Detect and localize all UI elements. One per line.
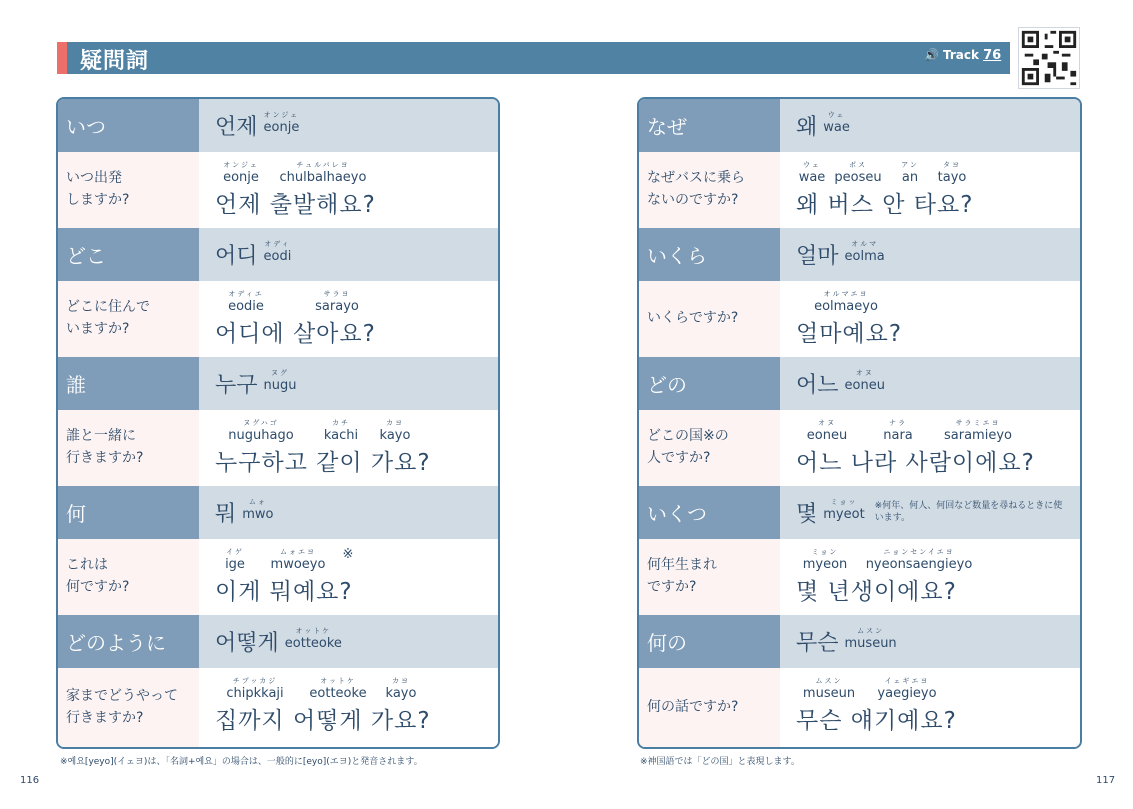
word-kr: 뭐 [215,502,237,527]
sentence-kr-cell [199,410,498,486]
sentence-kr-cell [199,152,498,228]
word-kr: 언제 [215,115,258,140]
ruby: カヨ [386,419,404,427]
ruby: サラミエヨ [955,419,1001,427]
latin: myeon [802,557,848,572]
sentence-jp-line: ないのですか? [647,192,739,208]
rom-group [888,160,932,185]
rom-group [858,418,938,443]
sentence-jp [639,539,780,615]
sentence-kr: 무슨 얘기예요? [796,708,957,734]
word-row [58,228,498,282]
latin: eoneu [806,428,848,443]
word-kr: 어느 [796,373,839,398]
word-kr-cell [780,228,1080,281]
word-jp: 何 [58,486,199,539]
ruby: ミョン [811,548,839,556]
sentence-kr: 왜 버스 안 타요? [796,192,974,218]
romanization [285,626,342,651]
latin: wae [798,170,826,185]
sentence-jp-line: 行きますか? [66,450,144,466]
sentence-row [639,410,1080,488]
ruby: オンジェ [223,161,259,169]
word-kr-cell [199,357,498,410]
left-vocab-table [56,97,500,749]
latin: an [901,170,919,185]
ruby: ウェ [827,111,846,119]
latin: eonje [223,170,259,185]
latin: eodi [263,249,292,264]
ruby: オルマエヨ [823,290,869,298]
latin: mwoeyo [270,557,326,572]
word-jp: なぜ [639,99,780,152]
latin: eoneu [844,378,885,393]
ruby: ニョンセンイエヨ [883,548,955,556]
sentence-row [58,281,498,359]
sentence-jp-line: ですか? [647,579,697,595]
word-kr: 무슨 [796,631,839,656]
word-kr: 얼마 [796,244,839,269]
sentence-jp-line: 何ですか? [66,579,130,595]
word-row [58,99,498,153]
ruby: オヌ [818,419,836,427]
sentence-jp [58,539,199,615]
latin: eotteoke [309,686,367,701]
sentence-jp [639,281,780,357]
word-jp: いつ [58,99,199,152]
ruby: チュルバレヨ [296,161,350,169]
latin: eonje [263,120,300,135]
sentence-kr-cell [780,281,1080,357]
rom-group [938,418,1018,443]
rom-group [796,418,858,443]
ruby: ムスン [815,677,843,685]
speaker-icon: 🔊 [924,48,939,62]
word-kr: 어떻게 [215,631,279,656]
ruby: チプッカジ [232,677,278,685]
ruby: オットケ [320,677,356,685]
sentence-romanization [215,547,355,572]
ruby: ナラ [889,419,907,427]
sentence-jp [58,152,199,228]
sentence-jp-line: 誰と一緒に [66,428,136,445]
rom-group [854,547,984,572]
romanization [823,497,864,522]
sentence-jp-line: しますか? [66,192,130,208]
rom-group [862,676,952,701]
rom-group [215,160,267,185]
ruby: ヌグハゴ [243,419,279,427]
sentence-jp-line: いつ出発 [66,170,122,187]
latin: ※ [342,547,354,562]
sentence-jp-line: どこに住んで [66,299,150,316]
latin: saramieyo [944,428,1012,443]
ruby: ムスン [857,627,885,635]
latin: ige [225,557,245,572]
sentence-row [639,152,1080,230]
sentence-romanization [796,547,984,572]
sentence-romanization [796,418,1018,443]
sentence-kr: 집까지 어떻게 가요? [215,708,431,734]
sentence-kr: 몇 년생이에요? [796,579,957,605]
sentence-jp [58,410,199,486]
rom-group [796,547,854,572]
word-kr-cell [199,486,498,539]
sentence-jp [58,668,199,747]
romanization [264,368,297,393]
sentence-romanization [796,676,952,701]
word-kr: 왜 [796,115,818,140]
word-kr: 누구 [215,373,258,398]
ruby: オンジェ [263,111,300,119]
rom-group [796,676,862,701]
word-jp: どの [639,357,780,410]
romanization [242,497,273,522]
rom-group [215,418,307,443]
sentence-row [58,410,498,488]
sentence-jp-line: いくらですか? [647,310,739,327]
ruby: カチ [332,419,350,427]
page-number-right: 117 [1096,775,1116,786]
sentence-row [639,281,1080,359]
sentence-kr: 얼마예요? [796,321,903,347]
latin: yaegieyo [877,686,937,701]
page-number-left: 116 [20,775,40,786]
latin: kachi [323,428,359,443]
latin: eotteoke [284,636,342,651]
ruby: オヌ [855,369,874,377]
rom-group [295,676,381,701]
latin: museun [844,636,897,651]
word-row [58,486,498,540]
word-kr-cell [780,99,1080,152]
romanization [845,239,885,264]
latin: tayo [937,170,967,185]
latin: mwo [242,507,274,522]
sentence-row [58,668,498,747]
sentence-jp [639,152,780,228]
romanization [845,626,897,651]
word-row [639,357,1080,411]
rom-group [267,160,379,185]
sentence-romanization [215,160,379,185]
sentence-jp-line: 何の話ですか? [647,698,739,715]
sentence-jp-line: 何年生まれ [647,557,717,574]
sentence-kr-cell [199,539,498,615]
ruby: カヨ [392,677,410,685]
rom-group [932,160,972,185]
word-jp: どこ [58,228,199,281]
latin: kayo [385,686,417,701]
page-title: 疑問詞 [80,49,150,74]
word-kr-cell [780,357,1080,410]
rom-group [796,160,828,185]
ruby: ポス [849,161,867,169]
sentence-row [58,539,498,617]
rom-group [215,547,255,572]
sentence-romanization [796,289,896,314]
word-row [639,99,1080,153]
sentence-kr-cell [780,410,1080,486]
word-jp: 何の [639,615,780,668]
rom-group [307,418,375,443]
word-kr-cell [199,228,498,281]
latin: eolma [844,249,885,264]
ruby: オディ [264,240,291,248]
sentence-jp-line: 人ですか? [647,450,711,466]
romanization [264,239,292,264]
ruby: オディエ [228,290,264,298]
sentence-jp-line: これは [66,557,108,574]
sentence-row [639,668,1080,747]
word-row [58,615,498,669]
usage-note: ※何年、何人、何回など数量を尋ねるときに使います。 [874,500,1063,523]
rom-group [341,547,355,572]
word-kr-cell [780,615,1080,668]
latin: peoseu [834,170,882,185]
sentence-romanization [215,676,421,701]
footnote-left: ※예요[yeyo](イェヨ)は、「名詞+예요」の場合は、一般的に[eyo](エヨ)と発音されます。 [60,757,423,767]
word-kr-cell [199,99,498,152]
ruby: アン [901,161,919,169]
latin: eodie [228,299,264,314]
word-jp: どのように [58,615,199,668]
ruby: オルマ [851,240,879,248]
sentence-kr-cell [780,152,1080,228]
sentence-kr: 어느 나라 사람이에요? [796,450,1035,476]
word-row [639,228,1080,282]
ruby: ムォ [248,498,267,506]
track-number: 76 [983,48,1002,63]
sentence-jp-line: どこの国※の [647,428,729,445]
sentence-jp [58,281,199,357]
ruby: ヌグ [271,369,289,377]
ruby: タヨ [943,161,961,169]
rom-group [375,418,415,443]
sentence-kr: 누구하고 같이 가요? [215,450,431,476]
ruby: ミョッ [830,498,858,506]
qr-code-icon [1019,28,1079,88]
word-jp: 誰 [58,357,199,410]
rom-group [255,547,341,572]
rom-group [828,160,888,185]
ruby: イゲ [226,548,244,556]
sentence-row [639,539,1080,617]
ruby: イェギエヨ [884,677,930,685]
qr-code[interactable] [1018,27,1080,89]
sentence-kr: 어디에 살아요? [215,321,376,347]
header-accent [57,42,67,74]
word-row [58,357,498,411]
right-vocab-table [637,97,1082,749]
latin: sarayo [315,299,359,314]
latin: kayo [379,428,411,443]
ruby: サラヨ [323,290,351,298]
footnote-right: ※神国語では「どの国」と表現します。 [640,757,800,767]
sentence-romanization [215,418,415,443]
section-header-bar [57,42,1010,74]
sentence-kr-cell [199,668,498,747]
sentence-kr-cell [199,281,498,357]
latin: chipkkaji [226,686,284,701]
word-kr: 몇 [796,502,818,527]
latin: nugu [263,378,297,393]
latin: myeot [823,507,865,522]
romanization [845,368,885,393]
sentence-kr-cell [780,539,1080,615]
sentence-jp-line: なぜバスに乗ら [647,170,745,187]
word-kr-cell [199,615,498,668]
latin: nara [883,428,913,443]
word-kr-cell [780,486,1080,539]
sentence-romanization [796,160,972,185]
sentence-jp-line: 家までどうやって [66,687,178,704]
latin: eolmaeyo [814,299,878,314]
sentence-kr: 이게 뭐예요? [215,579,353,605]
word-row [639,615,1080,669]
sentence-jp [639,410,780,486]
rom-group [215,676,295,701]
sentence-jp [639,668,780,747]
word-kr: 어디 [215,244,258,269]
sentence-row [58,152,498,230]
romanization [264,110,300,135]
sentence-kr-cell [780,668,1080,747]
word-jp: いくつ [639,486,780,539]
sentence-jp-line: 行きますか? [66,709,144,726]
latin: museun [802,686,856,701]
latin: nyeonsaengieyo [865,557,973,572]
rom-group [277,289,397,314]
latin: chulbalhaeyo [279,170,367,185]
word-row [639,486,1080,540]
ruby: オットケ [295,627,332,635]
romanization [823,110,850,135]
rom-group [796,289,896,314]
sentence-kr: 언제 출발해요? [215,192,376,218]
ruby: ウェ [803,161,821,169]
sentence-jp-line: いますか? [66,321,130,337]
audio-track-link[interactable] [924,48,1001,63]
latin: nuguhago [228,428,294,443]
rom-group [381,676,421,701]
word-jp: いくら [639,228,780,281]
latin: wae [823,120,850,135]
sentence-romanization [215,289,397,314]
rom-group [215,289,277,314]
ruby: ムォエヨ [280,548,316,556]
track-label: Track [942,48,979,62]
